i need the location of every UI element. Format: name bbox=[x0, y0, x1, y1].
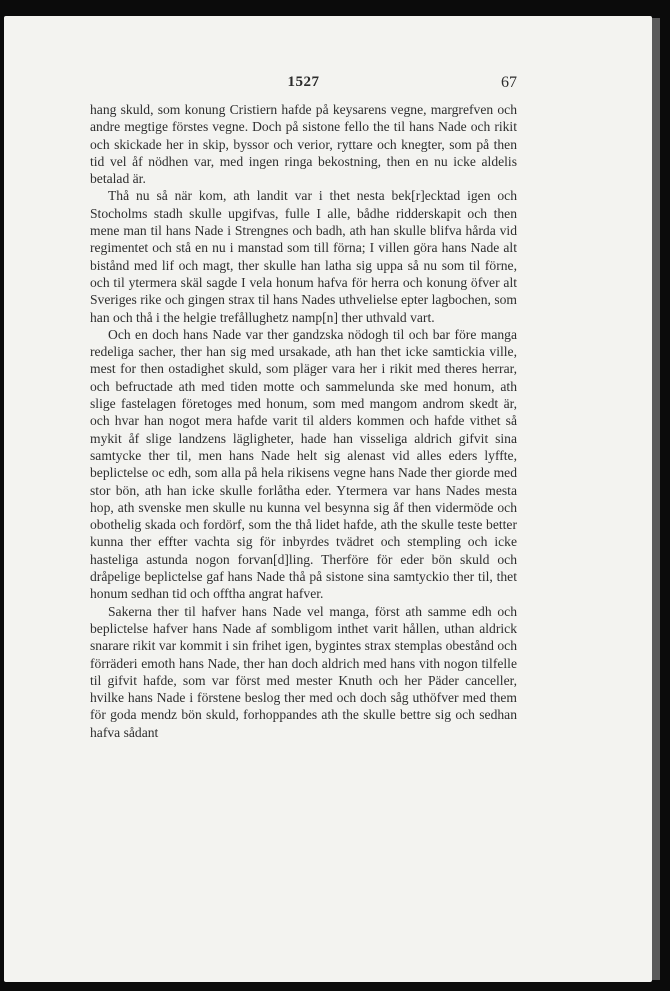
header-year: 1527 bbox=[287, 74, 320, 90]
paragraph-2: Thå nu så när kom, ath landit var i thet nesta bek[r]ecktad igen och Stocholms stadh skulle upgifvas, fulle I alle, bådhe ridderskapit och then mene man til hans Nade i Strengnes och badh, ath han skulle blifva hårda vid regimentet och stå en nu i manstad som till förna; I villen göra hans Nade alt bistånd med lif och magt, ther skulle han latha sig uppa så nu som til förne, och til ytermera skäl sagde I vela honum hafva för herra och konung öfver alt Sveriges rike och gingen strax til hans Nades uthvelielse epter lagbochen, som han och thå i the helgie trefållughetz namp[n] ther uthvald vart. bbox=[90, 188, 517, 325]
paragraph-1: hang skuld, som konung Cristiern hafde på keysarens vegne, margrefven och andre megtige förstes vegne. Doch på sistone fello the til hans Nade och rikit och skickade her in skip, byssor och verior, ryttare och knegter, som på then tid vel åf nödhen var, med ingen ringa bekostning, then en nu icke aldelis betalad är. bbox=[90, 102, 517, 187]
body-text bbox=[90, 101, 517, 741]
page-number: 67 bbox=[501, 74, 517, 91]
page-edge-shadow bbox=[652, 18, 660, 980]
paragraph-3: Och en doch hans Nade var ther gandzska nödogh til och bar före manga redeliga sacher, ther han sig med ursakade, ath han thet icke samtickia ville, mest for then ostadighet skuld, som pläger vara her i rikit med theres herrar, och befructade ath med tiden motte och sammelunda ske med honum, ath slige fastelagen företoges med honum, som med mangom androm skedt är, och hvar han nogot mera hafde varit til alders kommen och hafde vithet så mykit åf slige landzens lägligheter, hade han visseliga aldrich gifvit sina samtycke ther til, men hans Nade helt sig alenast vid alles eders lyffte, beplictelse oc edh, som alla på hela rikisens vegne hans Nade ther giorde med stor bön, ath han icke skulle forlåtha eder. Ytermera var hans Nades mesta hop, ath svenske men skulle nu kunna vel besynna sig åf then vidermöde och obothelig skada och fordörf, som the thå lidet hafde, ath the skulle teste better kunna ther effter vachta sig för inbyrdes tvädret och stempling och icke hasteliga astunda nogon forvan[d]ling. Therföre för eder bön skuld och dråpelige beplictelse gaf hans Nade thå på sistone sina samtyckio ther til, thet honum sedhan tid och offtha angrat hafver. bbox=[90, 326, 517, 602]
paragraph-4: Sakerna ther til hafver hans Nade vel manga, först ath samme edh och beplictelse hafver hans Nade af sombligom inthet varit hållen, uthan aldrick snarare rikit var kommit i sin frihet igen, bygintes strax stemplas obestånd och förräderi emoth hans Nade, ther han doch aldrich med hans vith nogon tilfelle til gifvit hafde, som var först med mester Knuth och her Päder canceller, hvilke hans Nade i förstene beslog ther med och doch såg uthöfver med them för goda mendz bön skuld, forhoppandes ath the skulle bettre sig och sedhan hafva sådant bbox=[90, 603, 517, 740]
running-header bbox=[90, 74, 517, 94]
